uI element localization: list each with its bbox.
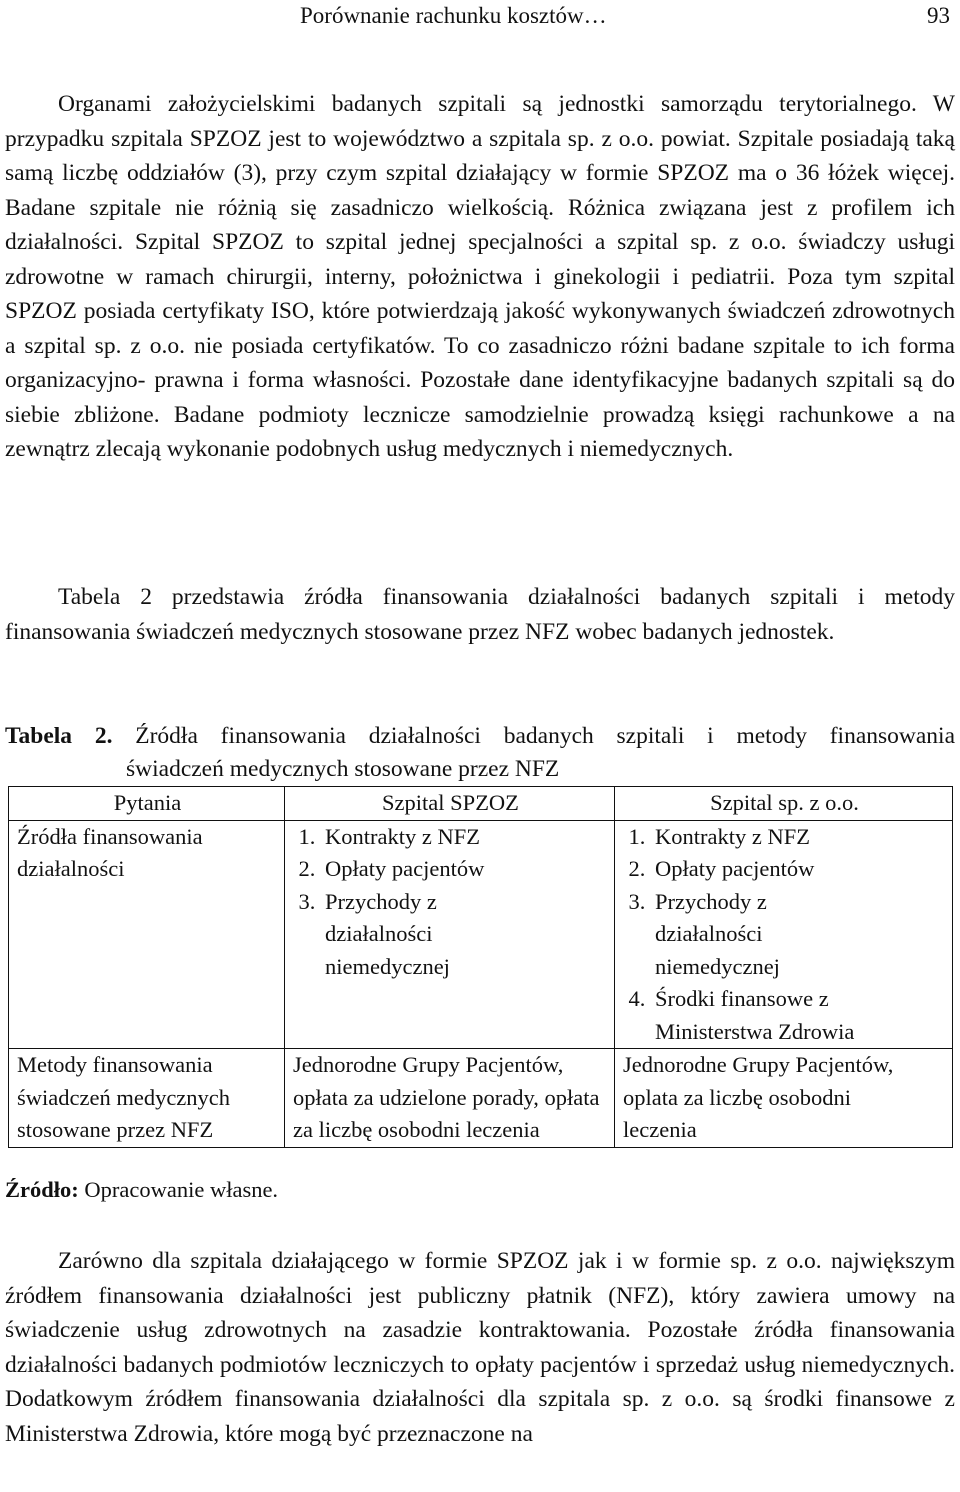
- paragraph-1-block: [5, 87, 955, 467]
- list-item: 2. Opłaty pacjentów: [651, 853, 946, 886]
- paragraph-2-block: [5, 580, 955, 649]
- list-item: 2. Opłaty pacjentów: [321, 853, 608, 886]
- header-questions: Pytania: [9, 787, 285, 821]
- list-item: 4. Środki finansowe z Ministerstwa Zdrowia: [651, 983, 885, 1048]
- table-caption-title-1: Źródła finansowania działalności badanych szpitali i metody finansowania: [135, 723, 956, 749]
- row1-spzoo-cell: [615, 820, 953, 1049]
- header-spzoo: Szpital sp. z o.o.: [615, 787, 953, 821]
- table-row: [9, 1049, 953, 1148]
- list-item: 1. Kontrakty z NFZ: [651, 821, 946, 854]
- list-item: 3. Przychody z działalności niemedycznej: [321, 886, 495, 984]
- paragraph-3: Zarówno dla szpitala działającego w formie SPZOZ jak i w formie sp. z o.o. największym źródłem finansowania działalności jest publiczny płatnik (NFZ), który zawiera umowy na świadczenie usług zdrowotnych na zasadzie kontraktowania. Pozostałe źródła finansowania działalności badanych podmiotów leczniczych to opłaty pacjentów i sprzedaż usług niemedycznych. Dodatkowym źródłem finansowania działalności dla szpitala sp. z o.o. są środki finansowe z Ministerstwa Zdrowia, które mogą być przeznaczone na: [5, 1248, 955, 1447]
- funding-table: [8, 786, 953, 1148]
- header-spzoz: Szpital SPZOZ: [285, 787, 615, 821]
- row2-label: Metody finansowania świadczeń medycznych stosowane przez NFZ: [9, 1049, 285, 1148]
- row2-spzoz: Jednorodne Grupy Pacjentów, opłata za udzielone porady, opłata za liczbę osobodni leczenia: [285, 1049, 615, 1148]
- table-caption-line1: [5, 720, 955, 753]
- table-row: [9, 820, 953, 1049]
- row1-label: Źródła finansowania działalności: [9, 820, 285, 1049]
- table-header-row: [9, 787, 953, 821]
- row2-spzoo: Jednorodne Grupy Pacjentów, oplata za liczbę osobodni leczenia: [615, 1049, 953, 1148]
- row1-spzoz-list: [293, 821, 608, 984]
- table-source: [5, 1174, 278, 1206]
- table-caption-label: Tabela 2.: [5, 723, 113, 749]
- paragraph-1: Organami założycielskimi badanych szpitali są jednostki samorządu terytorialnego. W przypadku szpitala SPZOZ jest to województwo a szpitala sp. z o.o. powiat. Szpitale posiadają taką samą liczbę oddziałów (3), przy czym szpital działający w formie SPZOZ ma o 36 łóżek więcej. Badane szpitale nie różnią się zasadniczo wielkością. Różnica związana jest z profilem ich działalności. Szpital SPZOZ to szpital jednej specjalności a szpital sp. z o.o. świadczy usługi zdrowotne w ramach chirurgii, interny, położnictwa i ginekologii i pediatrii. Poza tym szpital SPZOZ posiada certyfikaty ISO, które potwierdzają jakość wykonywanych świadczeń zdrowotnych a szpital sp. z o.o. nie posiada certyfikatów. To co zasadniczo różni badane szpitale to ich forma organizacyjno- prawna i forma własności. Pozostałe dane identyfikacyjne badanych szpitali są do siebie zbliżone. Badane podmioty lecznicze samodzielnie prowadzą księgi rachunkowe a na zewnątrz zlecają wykonanie podobnych usług medycznych i niemedycznych.: [5, 91, 955, 462]
- paragraph-3-block: [5, 1244, 955, 1451]
- running-header: [300, 0, 960, 32]
- table-caption-line2: świadczeń medycznych stosowane przez NFZ: [126, 756, 560, 782]
- running-title: Porównanie rachunku kosztów…: [300, 3, 607, 28]
- source-label: Źródło:: [5, 1177, 79, 1202]
- row1-spzoz-cell: [285, 820, 615, 1049]
- source-text: Opracowanie własne.: [84, 1177, 279, 1202]
- row1-spzoo-list: [623, 821, 946, 1049]
- list-item: 1. Kontrakty z NFZ: [321, 821, 608, 854]
- list-item: 3. Przychody z działalności niemedycznej: [651, 886, 825, 984]
- table-caption: [5, 720, 955, 786]
- page-number: 93: [927, 3, 950, 28]
- paragraph-2: Tabela 2 przedstawia źródła finansowania działalności badanych szpitali i metody finansowania świadczeń medycznych stosowane przez NFZ wobec badanych jednostek.: [5, 584, 955, 645]
